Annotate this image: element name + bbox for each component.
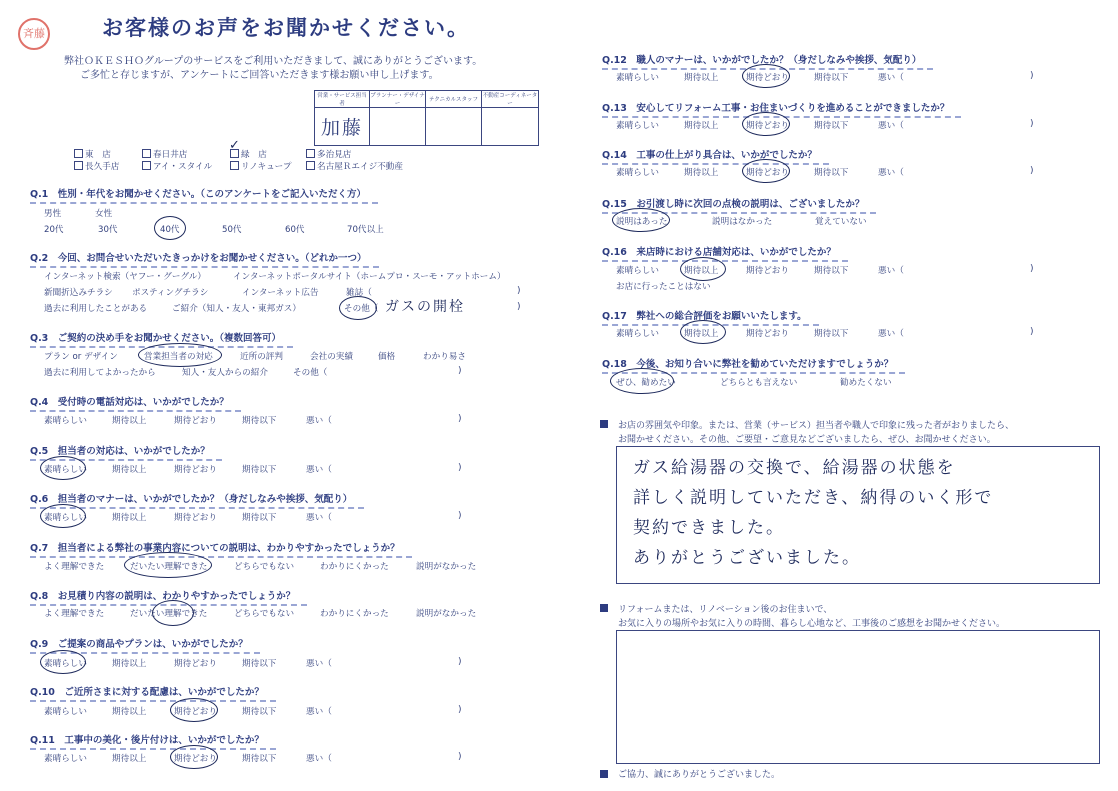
q8-option[interactable]: よく理解できた <box>44 609 105 619</box>
q14-rating-option-selected[interactable]: 期待どおり <box>746 168 789 178</box>
paren-close: ) <box>1030 71 1034 81</box>
question-16-title: Q.16 来店時における店舗対応は、いかがでしたか？ <box>602 244 836 258</box>
q2-option[interactable]: ご紹介（知人・友人・東邦ガス） <box>172 304 301 314</box>
q13-rating-option[interactable]: 素晴らしい <box>616 121 659 131</box>
q10-rating-option[interactable]: 素晴らしい <box>44 707 87 717</box>
q9-rating-option-selected[interactable]: 素晴らしい <box>44 659 87 669</box>
paren-close: ) <box>458 511 462 521</box>
gender-option[interactable]: 女性 <box>95 209 113 219</box>
comment1-prompt-line2: お聞かせください。その他、ご要望・ご意見などございましたら、ぜひ、お聞かせください。 <box>618 435 996 445</box>
paren-close: ) <box>1030 264 1034 274</box>
q12-rating-option[interactable]: 期待以下 <box>814 73 849 83</box>
age-option[interactable]: 50代 <box>222 225 242 235</box>
q18-option-selected[interactable]: ぜひ、勧めたい <box>616 378 676 388</box>
q17-rating-option[interactable]: 素晴らしい <box>616 329 659 339</box>
question-10-title: Q.10 ご近所さまに対する配慮は、いかがでしたか？ <box>30 684 264 698</box>
question-6-title: Q.6 担当者のマナーは、いかがでしたか？（身だしなみや挨拶、気配り） <box>30 491 352 505</box>
page-title: お客様のお声をお聞かせください。 <box>102 16 470 40</box>
q17-rating-option[interactable]: 期待以下 <box>814 329 849 339</box>
q7-option[interactable]: よく理解できた <box>44 562 105 572</box>
paren-close: ) <box>458 752 462 762</box>
paren-close: ) <box>1030 119 1034 129</box>
q6-rating-option[interactable]: 悪い（ <box>306 513 332 523</box>
q16-rating-option-selected[interactable]: 期待以上 <box>684 266 719 276</box>
q5-rating-option[interactable]: 期待どおり <box>174 465 217 475</box>
store-option[interactable]: 名古屋Ｒエイジ不動産 <box>306 160 403 172</box>
comment1-handwritten-line: 契約できました。 <box>633 518 785 538</box>
q15-option-selected[interactable]: 説明はあった <box>616 217 668 227</box>
q7-option[interactable]: わかりにくかった <box>320 562 389 572</box>
comment1-box[interactable] <box>616 446 1100 584</box>
q6-rating-option[interactable]: 期待以下 <box>242 513 277 523</box>
answer-circle <box>40 650 86 674</box>
q12-rating-option[interactable]: 素晴らしい <box>616 73 659 83</box>
q2-option[interactable]: 過去に利用したことがある <box>44 304 148 314</box>
intro-line-2: ご多忙と存じますが、アンケートにご回答いただきます様お願い申し上げます。 <box>80 70 439 81</box>
store-checkmark: ✓ <box>229 138 242 153</box>
question-9-title: Q.9 ご提案の商品やプランは、いかがでしたか？ <box>30 636 248 650</box>
q2-option[interactable]: インターネット広告 <box>242 288 319 298</box>
q11-rating-option-selected[interactable]: 期待どおり <box>174 754 217 764</box>
staff-table <box>314 90 539 146</box>
section-bullet <box>600 770 608 778</box>
q7-option[interactable]: どちらでもない <box>234 562 295 572</box>
q3-option[interactable]: 過去に利用してよかったから <box>44 368 156 378</box>
store-option[interactable]: 東 店 <box>74 148 111 160</box>
q13-rating-option[interactable]: 期待以下 <box>814 121 849 131</box>
paren-close: ) <box>1030 327 1034 337</box>
q9-rating-option[interactable]: 悪い（ <box>306 659 332 669</box>
question-7-title: Q.7 担当者による弊社の事業内容についての説明は、わかりやすかったでしょうか？ <box>30 540 400 554</box>
answer-circle <box>742 112 790 136</box>
paren-close: ) <box>458 463 462 473</box>
q16-rating-option[interactable]: 期待以下 <box>814 266 849 276</box>
q3-option[interactable]: 知人・友人からの紹介 <box>182 368 268 378</box>
q9-rating-option[interactable]: 期待以下 <box>242 659 277 669</box>
comment1-handwritten-line: ガス給湯器の交換で、給湯器の状態を <box>633 458 956 478</box>
q4-rating-option[interactable]: 期待以下 <box>242 416 277 426</box>
q12-rating-option[interactable]: 期待以上 <box>684 73 719 83</box>
q3-option-selected[interactable]: 営業担当者の対応 <box>144 352 213 362</box>
q5-rating-option[interactable]: 悪い（ <box>306 465 332 475</box>
q6-rating-option[interactable]: 期待以上 <box>112 513 147 523</box>
q4-rating-option[interactable]: 期待どおり <box>174 416 217 426</box>
q7-option-selected[interactable]: だいたい理解できた <box>130 562 208 572</box>
intro-line-1: 弊社ＯＫＥＳＨＯグループのサービスをご利用いただきまして、誠にありがとうございます。 <box>64 56 483 67</box>
answer-circle <box>610 368 674 394</box>
age-option[interactable]: 60代 <box>285 225 305 235</box>
q16-rating-option[interactable]: 期待どおり <box>746 266 789 276</box>
question-2-title: Q.2 今回、お問合せいただいたきっかけをお聞かせください。（どれか一つ） <box>30 250 367 264</box>
q8-option[interactable]: どちらでもない <box>234 609 295 619</box>
q14-rating-option[interactable]: 期待以下 <box>814 168 849 178</box>
question-14-title: Q.14 工事の仕上がり具合は、いかがでしたか？ <box>602 147 817 161</box>
q16-rating-option[interactable]: 素晴らしい <box>616 266 659 276</box>
question-3-title: Q.3 ご契約の決め手をお聞かせください。（複数回答可） <box>30 330 281 344</box>
comment1-prompt-line1: お店の雰囲気や印象。または、営業（サービス）担当者や職人で印象に残った者がおりましたら、 <box>618 421 1015 431</box>
q18-option[interactable]: 勧めたくない <box>840 378 892 388</box>
paren-close: ) <box>517 286 521 296</box>
q10-rating-option[interactable]: 期待以上 <box>112 707 147 717</box>
q2-option[interactable]: インターネットポータルサイト（ホームプロ・スーモ・アットホーム） <box>233 272 506 282</box>
staff-cell-empty <box>482 108 539 146</box>
answer-circle <box>612 208 670 232</box>
staff-header: プランナー・デザイナー <box>370 91 426 108</box>
q11-rating-option[interactable]: 期待以下 <box>242 754 277 764</box>
q8-option[interactable]: わかりにくかった <box>320 609 389 619</box>
question-5-title: Q.5 担当者の対応は、いかがでしたか？ <box>30 443 210 457</box>
personal-seal-stamp: 斉藤 <box>18 18 50 50</box>
q5-rating-option[interactable]: 期待以上 <box>112 465 147 475</box>
paren-close: ) <box>458 414 462 424</box>
q6-rating-option-selected[interactable]: 素晴らしい <box>44 513 87 523</box>
answer-circle <box>742 64 790 88</box>
paren-close: ) <box>517 302 521 312</box>
question-1-title: Q.1 性別・年代をお聞かせください。（このアンケートをご記入いただく方） <box>30 186 366 200</box>
q5-rating-option[interactable]: 期待以下 <box>242 465 277 475</box>
staff-name-handwritten: 加藤 <box>315 108 370 146</box>
q3-option[interactable]: 価格 <box>378 352 396 362</box>
comment1-handwritten-line: 詳しく説明していただき、納得のいく形で <box>633 488 994 508</box>
q14-rating-option[interactable]: 素晴らしい <box>616 168 659 178</box>
question-13-title: Q.13 安心してリフォーム工事・お住まいづくりを進めることができましたか？ <box>602 100 949 114</box>
paren-close: ) <box>458 366 462 376</box>
question-15-title: Q.15 お引渡し時に次回の点検の説明は、ございましたか？ <box>602 196 864 210</box>
q3-option[interactable]: 近所の評判 <box>240 352 283 362</box>
q8-option[interactable]: 説明がなかった <box>416 609 477 619</box>
q6-rating-option[interactable]: 期待どおり <box>174 513 217 523</box>
store-option[interactable]: アイ・スタイル <box>142 160 212 172</box>
q10-rating-option[interactable]: 悪い（ <box>306 707 332 717</box>
question-18-title: Q.18 今後、お知り合いに弊社を勧めていただけますでしょうか？ <box>602 356 893 370</box>
staff-header: テクニカルスタッフ <box>426 91 482 108</box>
q2-option[interactable]: ポスティングチラシ <box>132 288 209 298</box>
answer-circle <box>339 296 377 320</box>
q11-rating-option[interactable]: 期待以上 <box>112 754 147 764</box>
q4-rating-option[interactable]: 悪い（ <box>306 416 332 426</box>
q2-option-selected[interactable]: その他（ <box>344 304 379 314</box>
answer-circle <box>170 745 218 769</box>
q2-other-handwritten: ガスの開栓 <box>385 299 465 315</box>
store-option[interactable]: 春日井店 <box>142 148 187 160</box>
q10-rating-option[interactable]: 期待以下 <box>242 707 277 717</box>
q2-option[interactable]: インターネット検索（ヤフー・グーグル） <box>44 272 206 282</box>
q17-rating-option-selected[interactable]: 期待以上 <box>684 329 719 339</box>
age-option[interactable]: 70代以上 <box>347 225 384 235</box>
store-option[interactable]: リノキュープ <box>230 160 291 172</box>
q8-option-selected[interactable]: だいたい理解できた <box>130 609 208 619</box>
staff-cell-empty <box>370 108 426 146</box>
section-bullet <box>600 604 608 612</box>
q9-rating-option[interactable]: 期待どおり <box>174 659 217 669</box>
answer-circle <box>124 552 212 578</box>
store-option[interactable]: 長久手店 <box>74 160 119 172</box>
q12-rating-option-selected[interactable]: 期待どおり <box>746 73 789 83</box>
question-8-title: Q.8 お見積り内容の説明は、わかりやすかったでしょうか？ <box>30 588 295 602</box>
answer-circle <box>152 600 194 626</box>
question-17-title: Q.17 弊社への総合評価をお願いいたします。 <box>602 308 807 322</box>
q11-rating-option[interactable]: 素晴らしい <box>44 754 87 764</box>
paren-close: ) <box>458 657 462 667</box>
q3-option[interactable]: わかり易さ <box>423 352 466 362</box>
q13-rating-option[interactable]: 期待以上 <box>684 121 719 131</box>
q15-option[interactable]: 説明はなかった <box>712 217 773 227</box>
answer-circle <box>154 216 186 240</box>
paren-close: ) <box>1030 166 1034 176</box>
staff-header: 営業・サービス担当者 <box>315 91 370 108</box>
answer-circle <box>742 159 790 183</box>
q3-option[interactable]: 会社の実績 <box>310 352 353 362</box>
comment2-box[interactable] <box>616 630 1100 764</box>
comment1-handwritten-line: ありがとうございました。 <box>633 548 861 568</box>
q3-option[interactable]: その他（ <box>293 368 328 378</box>
q15-option[interactable]: 覚えていない <box>815 217 867 227</box>
q9-rating-option[interactable]: 期待以上 <box>112 659 147 669</box>
footer-thanks: ご協力、誠にありがとうございました。 <box>618 770 781 780</box>
q2-option[interactable]: 新聞折込みチラシ <box>44 288 113 298</box>
q13-rating-option-selected[interactable]: 期待どおり <box>746 121 789 131</box>
q11-rating-option[interactable]: 悪い（ <box>306 754 332 764</box>
answer-circle <box>170 698 218 722</box>
q5-rating-option-selected[interactable]: 素晴らしい <box>44 465 87 475</box>
q3-option[interactable]: プラン or デザイン <box>44 352 118 362</box>
q18-option[interactable]: どちらとも言えない <box>720 378 798 388</box>
q17-rating-option[interactable]: 悪い（ <box>878 329 904 339</box>
answer-circle <box>680 257 726 281</box>
answer-circle <box>138 343 222 367</box>
comment2-prompt-line1: リフォームまたは、リノベーション後のお住まいで、 <box>618 605 833 615</box>
gender-option[interactable]: 男性 <box>44 209 62 219</box>
age-option[interactable]: 20代 <box>44 225 64 235</box>
age-option[interactable]: 30代 <box>98 225 118 235</box>
question-4-title: Q.4 受付時の電話対応は、いかがでしたか？ <box>30 394 229 408</box>
q13-rating-option[interactable]: 悪い（ <box>878 121 904 131</box>
answer-circle <box>40 456 86 480</box>
q12-rating-option[interactable]: 悪い（ <box>878 73 904 83</box>
section-bullet <box>600 420 608 428</box>
q17-rating-option[interactable]: 期待どおり <box>746 329 789 339</box>
staff-cell-empty <box>426 108 482 146</box>
paren-close: ) <box>458 705 462 715</box>
q14-rating-option[interactable]: 期待以上 <box>684 168 719 178</box>
store-option-checked[interactable]: 緑 店 <box>230 148 267 160</box>
age-option-selected[interactable]: 40代 <box>160 225 180 235</box>
q16-extra-option[interactable]: お店に行ったことはない <box>616 282 711 292</box>
answer-circle <box>40 504 86 528</box>
question-11-title: Q.11 工事中の美化・後片付けは、いかがでしたか？ <box>30 732 264 746</box>
q7-option[interactable]: 説明がなかった <box>416 562 477 572</box>
q4-rating-option[interactable]: 期待以上 <box>112 416 147 426</box>
q2-option[interactable]: 雑誌（ <box>346 288 372 298</box>
comment2-prompt-line2: お気に入りの場所やお気に入りの時間、暮らし心地など、工事後のご感想をお聞かせください。 <box>618 619 1006 629</box>
q16-rating-option[interactable]: 悪い（ <box>878 266 904 276</box>
staff-header: 不動産コーディネーター <box>482 91 539 108</box>
question-12-title: Q.12 職人のマナーは、いかがでしたか？（身だしなみや挨拶、気配り） <box>602 52 921 66</box>
q10-rating-option-selected[interactable]: 期待どおり <box>174 707 217 717</box>
q14-rating-option[interactable]: 悪い（ <box>878 168 904 178</box>
answer-circle <box>680 320 726 344</box>
q4-rating-option[interactable]: 素晴らしい <box>44 416 87 426</box>
store-option[interactable]: 多治見店 <box>306 148 351 160</box>
